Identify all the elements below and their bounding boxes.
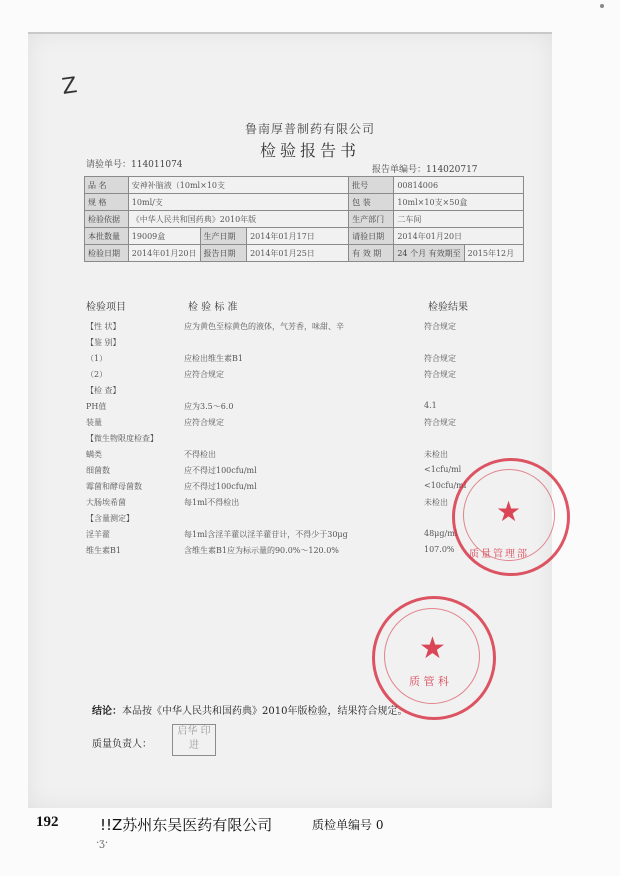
conclusion-label: 结论： — [92, 706, 122, 717]
item-standard: 含维生素B1应为标示量的90.0%～120.0% — [184, 546, 339, 555]
req-date-label: 请验日期 — [349, 228, 394, 245]
item-result: 符合规定 — [424, 370, 456, 379]
sheet-edge — [28, 32, 552, 34]
qty-label: 本批数量 — [85, 228, 129, 245]
batch-value: 00814006 — [394, 177, 524, 194]
qc-number: 质检单编号 0 — [312, 818, 384, 832]
item-name: （1） — [86, 354, 108, 363]
item-standard: 应符合规定 — [184, 418, 224, 427]
item-result: 符合规定 — [424, 418, 456, 427]
req-date-value: 2014年01月20日 — [394, 228, 524, 245]
item-name: 淫羊藿 — [86, 530, 110, 539]
mfg-label: 生产日期 — [200, 228, 247, 245]
item-result: 未检出 — [424, 450, 448, 459]
signature-stamp: 启华 印进 — [172, 724, 216, 756]
test-row — [86, 430, 526, 446]
spec-label: 规 格 — [85, 194, 129, 211]
star-icon: ★ — [496, 495, 522, 528]
item-standard: 应不得过100cfu/ml — [184, 482, 257, 491]
item-result: 符合规定 — [424, 354, 456, 363]
scan-speck — [600, 4, 604, 8]
qc-dept-stamp — [452, 458, 570, 576]
batch-label: 批号 — [349, 177, 394, 194]
qc-stamp-text: 质量管理部 — [469, 549, 529, 560]
mfg-value: 2014年01月17日 — [247, 228, 349, 245]
expiry-value: 2015年12月 — [464, 245, 523, 262]
item-name: （2） — [86, 370, 108, 379]
conclusion — [92, 702, 407, 717]
test-row — [86, 398, 526, 414]
item-standard: 应不得过100cfu/ml — [184, 466, 257, 475]
product-value: 安神补脑液（10ml×10支 — [128, 177, 348, 194]
item-result: 未检出 — [424, 498, 448, 507]
item-name: 维生素B1 — [86, 546, 121, 555]
table-row — [85, 177, 524, 194]
item-name: 【性 状】 — [86, 322, 121, 331]
report-number: 报告单编号：114020717 — [372, 165, 478, 175]
table-row — [85, 211, 524, 228]
company-name: 鲁南厚普制药有限公司 — [244, 122, 375, 136]
test-row — [86, 382, 526, 398]
test-row — [86, 462, 526, 478]
item-standard: 应符合规定 — [184, 370, 224, 379]
test-row — [86, 414, 526, 430]
item-name: 装量 — [86, 418, 102, 427]
item-standard: 应检出维生素B1 — [184, 354, 243, 363]
report-date-value: 2014年01月25日 — [247, 245, 349, 262]
test-row — [86, 446, 526, 462]
star-icon: ★ — [419, 631, 446, 666]
item-name: PH值 — [86, 402, 107, 411]
item-name: 【检 查】 — [86, 386, 121, 395]
test-date-value: 2014年01月20日 — [128, 245, 200, 262]
basis-value: 《中华人民共和国药典》2010年版 — [128, 211, 348, 228]
item-result: <1cfu/ml — [424, 465, 462, 474]
report-date-label: 报告日期 — [200, 245, 247, 262]
item-name: 【鉴 别】 — [86, 338, 121, 347]
table-row — [85, 194, 524, 211]
item-standard: 每1ml不得检出 — [184, 498, 240, 507]
item-name: 【微生物限度检查】 — [86, 434, 158, 443]
footer-company: !!Z苏州东吴医药有限公司 — [100, 816, 273, 834]
item-name: 螨类 — [86, 450, 102, 459]
qa-label: 质量负责人： — [92, 739, 152, 750]
dept-label: 生产部门 — [349, 211, 394, 228]
test-row — [86, 334, 526, 350]
item-header: 检验项目 — [86, 302, 126, 313]
handwritten-mark: Z — [60, 73, 79, 100]
standard-header: 检 验 标 准 — [188, 302, 238, 313]
item-result: 符合规定 — [424, 322, 456, 331]
package-value: 10ml×10支×50盒 — [394, 194, 524, 211]
scan-noise: ·ʒ· — [96, 838, 109, 849]
product-label: 品 名 — [85, 177, 129, 194]
report-title: 检验报告书 — [259, 141, 360, 160]
item-name: 【含量测定】 — [86, 514, 134, 523]
test-row — [86, 318, 526, 334]
spec-value: 10ml/支 — [128, 194, 348, 211]
request-number: 请验单号：114011074 — [86, 160, 183, 170]
item-result: 107.0% — [424, 545, 455, 554]
item-standard: 应为黄色至棕黄色的液体，气芳香，味甜、辛 — [184, 322, 344, 331]
test-row — [86, 350, 526, 366]
seal-text: 质 管 科 — [409, 675, 449, 688]
table-row — [85, 245, 524, 262]
item-name: 大肠埃希菌 — [86, 498, 126, 507]
qty-value: 19009盒 — [128, 228, 200, 245]
validity-label: 有 效 期 — [349, 245, 394, 262]
page-number: 192 — [36, 814, 59, 830]
test-date-label: 检验日期 — [85, 245, 129, 262]
result-header: 检验结果 — [428, 302, 468, 313]
table-row — [85, 228, 524, 245]
product-info-table — [84, 176, 524, 262]
dept-value: 二车间 — [394, 211, 524, 228]
item-name: 细菌数 — [86, 466, 110, 475]
basis-label: 检验依据 — [85, 211, 129, 228]
items-header — [86, 296, 526, 318]
item-result: 4.1 — [424, 401, 437, 410]
validity-value: 24 个月 有效期至 — [394, 245, 464, 262]
item-name: 霉菌和酵母菌数 — [86, 482, 142, 491]
item-standard: 不得检出 — [184, 450, 216, 459]
item-result: 48μg/ml — [424, 529, 458, 538]
conclusion-text: 本品按《中华人民共和国药典》2010年版检验，结果符合规定。 — [122, 706, 408, 717]
item-standard: 每1ml含淫羊藿以淫羊藿苷计，不得少于30μg — [184, 530, 348, 539]
test-row — [86, 366, 526, 382]
package-label: 包 装 — [349, 194, 394, 211]
item-result: <10cfu/ml — [424, 481, 467, 490]
item-standard: 应为3.5～6.0 — [184, 402, 234, 411]
